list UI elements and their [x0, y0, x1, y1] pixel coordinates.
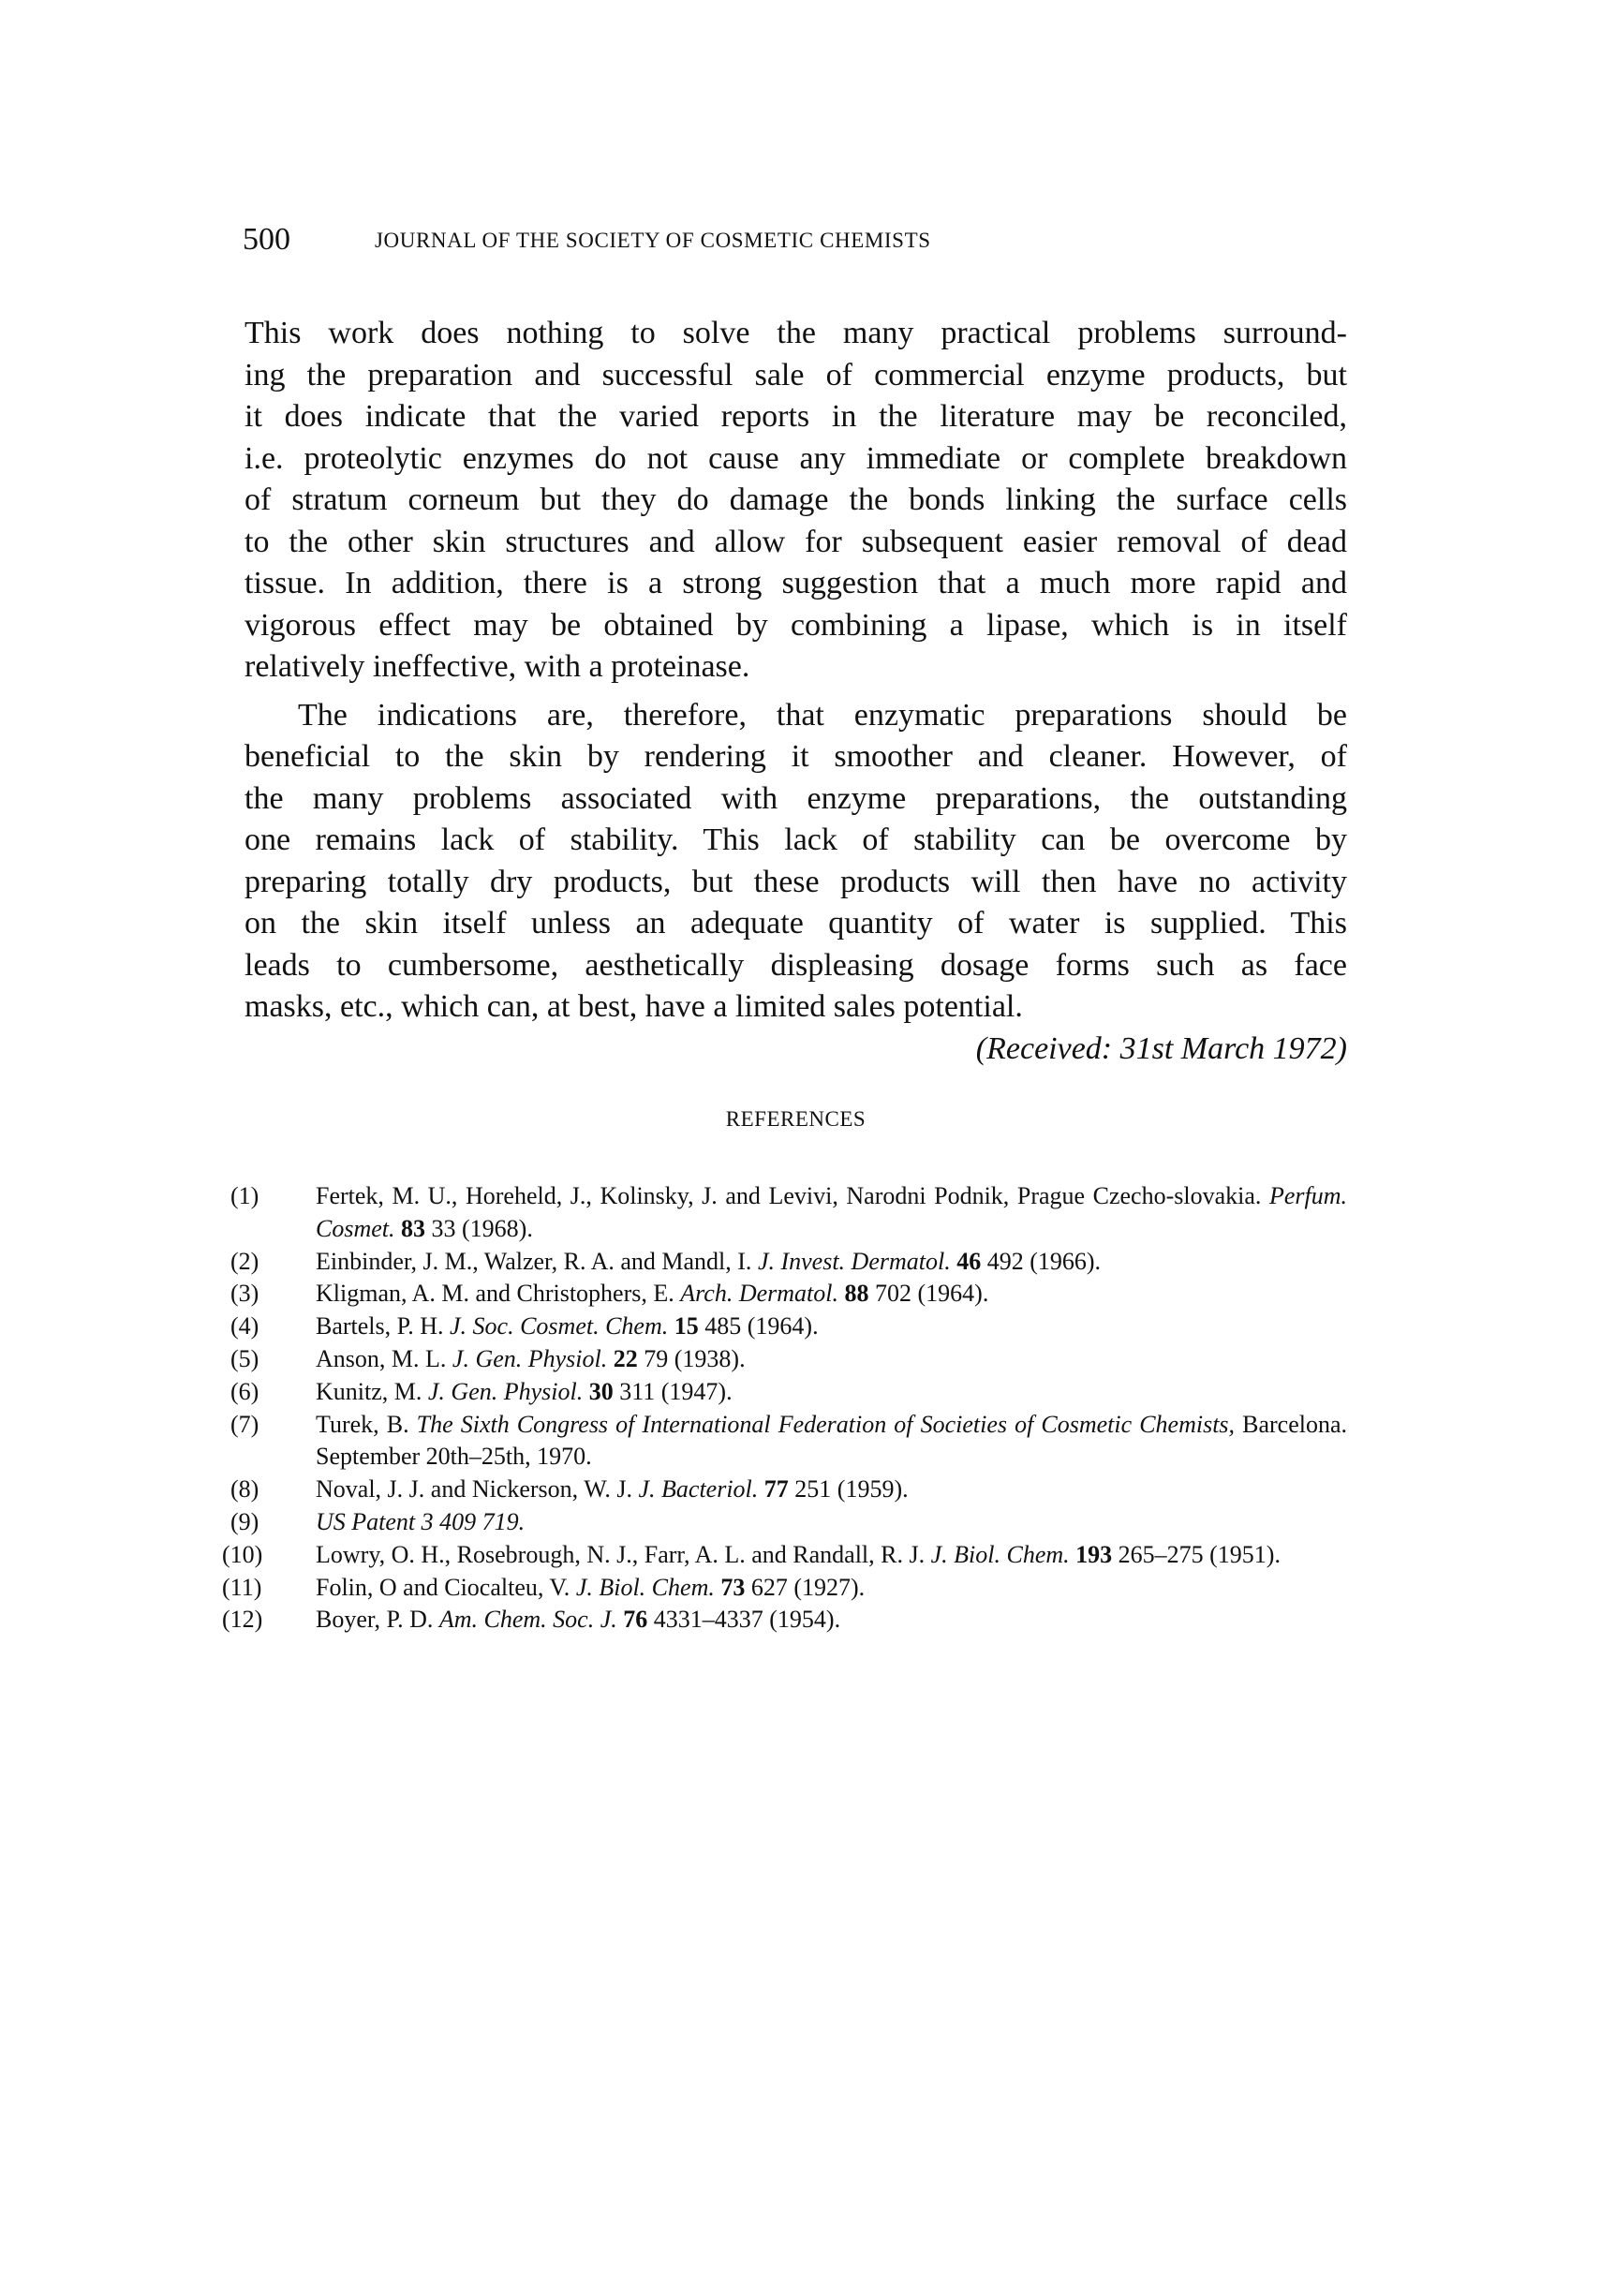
text-line: it does indicate that the varied reports in the literature may be reconciled,: [244, 399, 1347, 434]
reference-source: J. Bacteriol.: [638, 1475, 759, 1504]
reference-text: [316, 1311, 1347, 1343]
reference-number: (11): [222, 1573, 262, 1601]
reference-segment: Boyer, P. D.: [316, 1606, 439, 1634]
reference-source: J. Gen. Physiol.: [452, 1344, 608, 1372]
reference-volume: 88: [844, 1280, 869, 1308]
reference-item: [222, 1604, 1347, 1637]
text-line: preparing totally dry products, but these products will then have no activity: [244, 864, 1347, 899]
paragraph: [244, 313, 1347, 689]
reference-segment: Turek, B.: [316, 1410, 417, 1438]
references-heading: REFERENCES: [725, 1107, 867, 1131]
reference-number: (8): [230, 1475, 259, 1504]
reference-text: [316, 1278, 1347, 1311]
running-header: JOURNAL OF THE SOCIETY OF COSMETIC CHEMISTS: [375, 229, 931, 252]
reference-text: [316, 1343, 1347, 1376]
reference-source: J. Biol. Chem.: [575, 1573, 715, 1601]
reference-segment: Fertek, M. U., Horeheld, J., Kolinsky, J. and Levivi, Narodni Podnik, Prague Czecho-slovakia.: [316, 1182, 1269, 1209]
reference-volume: 22: [613, 1344, 638, 1372]
reference-source: J. Gen. Physiol.: [427, 1377, 584, 1405]
received-date: (Received: 31st March 1972): [975, 1030, 1347, 1066]
text-line: The indications are, therefore, that enzymatic preparations should be: [298, 697, 1347, 733]
reference-text: [316, 1539, 1347, 1572]
reference-segment: Bartels, P. H.: [316, 1312, 450, 1341]
reference-text: [316, 1506, 1347, 1539]
text-line: i.e. proteolytic enzymes do not cause any immediate or complete breakdown: [244, 440, 1347, 476]
reference-volume: 46: [956, 1247, 982, 1275]
reference-text: [316, 1572, 1347, 1605]
reference-segment: 33 (1968).: [425, 1214, 533, 1242]
text-line: This work does nothing to solve the many practical problems surround-: [244, 316, 1347, 350]
reference-item: [230, 1506, 1347, 1539]
reference-volume: 83: [401, 1214, 425, 1242]
reference-text: [316, 1409, 1347, 1474]
reference-volume: 76: [623, 1606, 648, 1634]
reference-number: (5): [230, 1344, 259, 1372]
reference-item: [222, 1572, 1347, 1605]
reference-segment: 485 (1964).: [698, 1312, 819, 1341]
reference-volume: 193: [1075, 1540, 1113, 1568]
text-line: ing the preparation and successful sale of commercial enzyme products, but: [244, 357, 1347, 393]
reference-item: [222, 1539, 1347, 1572]
body-text: [244, 313, 1347, 1070]
reference-segment: Lowry, O. H., Rosebrough, N. J., Farr, A. L. and Randall, R. J.: [316, 1540, 931, 1568]
reference-segment: Barcelona. September 20th–25th, 1970.: [316, 1410, 1348, 1471]
reference-number: (2): [230, 1247, 259, 1275]
text-line: vigorous effect may be obtained by combining a lipase, which is in itself: [244, 607, 1347, 643]
reference-source: The Sixth Congress of International Federation of Societies of Cosmetic Chemists,: [416, 1410, 1236, 1438]
reference-segment: Kunitz, M.: [316, 1377, 428, 1405]
text-line: one remains lack of stability. This lack of stability can be overcome by: [244, 822, 1347, 857]
reference-item: [230, 1278, 1347, 1311]
reference-number: (10): [222, 1540, 263, 1568]
reference-volume: 73: [720, 1573, 746, 1601]
references-list: [222, 1180, 1348, 1637]
reference-number: (12): [222, 1606, 263, 1634]
reference-number: (9): [230, 1507, 259, 1535]
text-line: tissue. In addition, there is a strong suggestion that a much more rapid and: [244, 566, 1347, 600]
reference-segment: 492 (1966).: [981, 1247, 1102, 1275]
reference-segment: 4331–4337 (1954).: [647, 1606, 841, 1634]
reference-source: J. Invest. Dermatol.: [757, 1247, 951, 1275]
reference-segment: 311 (1947).: [613, 1377, 733, 1405]
reference-item: [230, 1343, 1347, 1376]
reference-source: J. Soc. Cosmet. Chem.: [450, 1312, 669, 1341]
text-line: to the other skin structures and allow for subsequent easier removal of dead: [244, 524, 1347, 559]
reference-text: [316, 1180, 1347, 1246]
reference-text: [316, 1604, 1347, 1637]
reference-segment: Anson, M. L.: [316, 1344, 452, 1372]
reference-segment: 265–275 (1951).: [1112, 1540, 1281, 1568]
reference-number: (4): [230, 1312, 259, 1341]
text-line: masks, etc., which can, at best, have a limited sales potential.: [244, 989, 1023, 1024]
text-line: beneficial to the skin by rendering it smoother and cleaner. However, of: [244, 739, 1347, 774]
reference-segment: 79 (1938).: [637, 1344, 746, 1372]
text-line: leads to cumbersome, aesthetically displeasing dosage forms such as face: [244, 947, 1347, 983]
reference-volume: 77: [763, 1475, 789, 1504]
reference-source: Arch. Dermatol.: [680, 1280, 838, 1308]
reference-item: [230, 1180, 1347, 1246]
text-line: the many problems associated with enzyme preparations, the outstanding: [244, 780, 1347, 816]
reference-item: [230, 1311, 1347, 1343]
text-line: on the skin itself unless an adequate quantity of water is supplied. This: [244, 906, 1347, 941]
reference-number: (6): [230, 1377, 259, 1405]
page-number: 500: [243, 222, 290, 257]
reference-number: (1): [230, 1182, 259, 1209]
reference-segment: Folin, O and Ciocalteu, V.: [316, 1573, 576, 1601]
reference-number: (7): [230, 1410, 259, 1438]
reference-segment: Kligman, A. M. and Christophers, E.: [316, 1280, 681, 1308]
reference-item: [230, 1474, 1347, 1506]
reference-volume: 30: [588, 1377, 614, 1405]
reference-item: [230, 1246, 1347, 1279]
text-line: relatively ineffective, with a proteinase.: [244, 649, 750, 684]
reference-text: [316, 1246, 1347, 1279]
reference-source: Am. Chem. Soc. J.: [438, 1606, 617, 1634]
paragraph: [244, 695, 1347, 1029]
reference-source: J. Biol. Chem.: [930, 1540, 1070, 1568]
reference-segment: Einbinder, J. M., Walzer, R. A. and Mandl, I.: [316, 1247, 758, 1275]
reference-segment: 627 (1927).: [745, 1573, 866, 1601]
reference-item: [230, 1376, 1347, 1409]
reference-item: [230, 1409, 1347, 1474]
text-line: of stratum corneum but they do damage the bonds linking the surface cells: [244, 482, 1347, 517]
reference-volume: 15: [674, 1312, 699, 1341]
reference-segment: Noval, J. J. and Nickerson, W. J.: [316, 1475, 639, 1504]
reference-segment: 702 (1964).: [868, 1280, 989, 1308]
reference-text: [316, 1474, 1347, 1506]
reference-number: (3): [230, 1280, 259, 1308]
reference-source: US Patent 3 409 719.: [316, 1507, 526, 1535]
reference-source: Perfum. Cosmet.: [316, 1182, 1347, 1242]
reference-segment: 251 (1959).: [788, 1475, 909, 1504]
reference-text: [316, 1376, 1347, 1409]
